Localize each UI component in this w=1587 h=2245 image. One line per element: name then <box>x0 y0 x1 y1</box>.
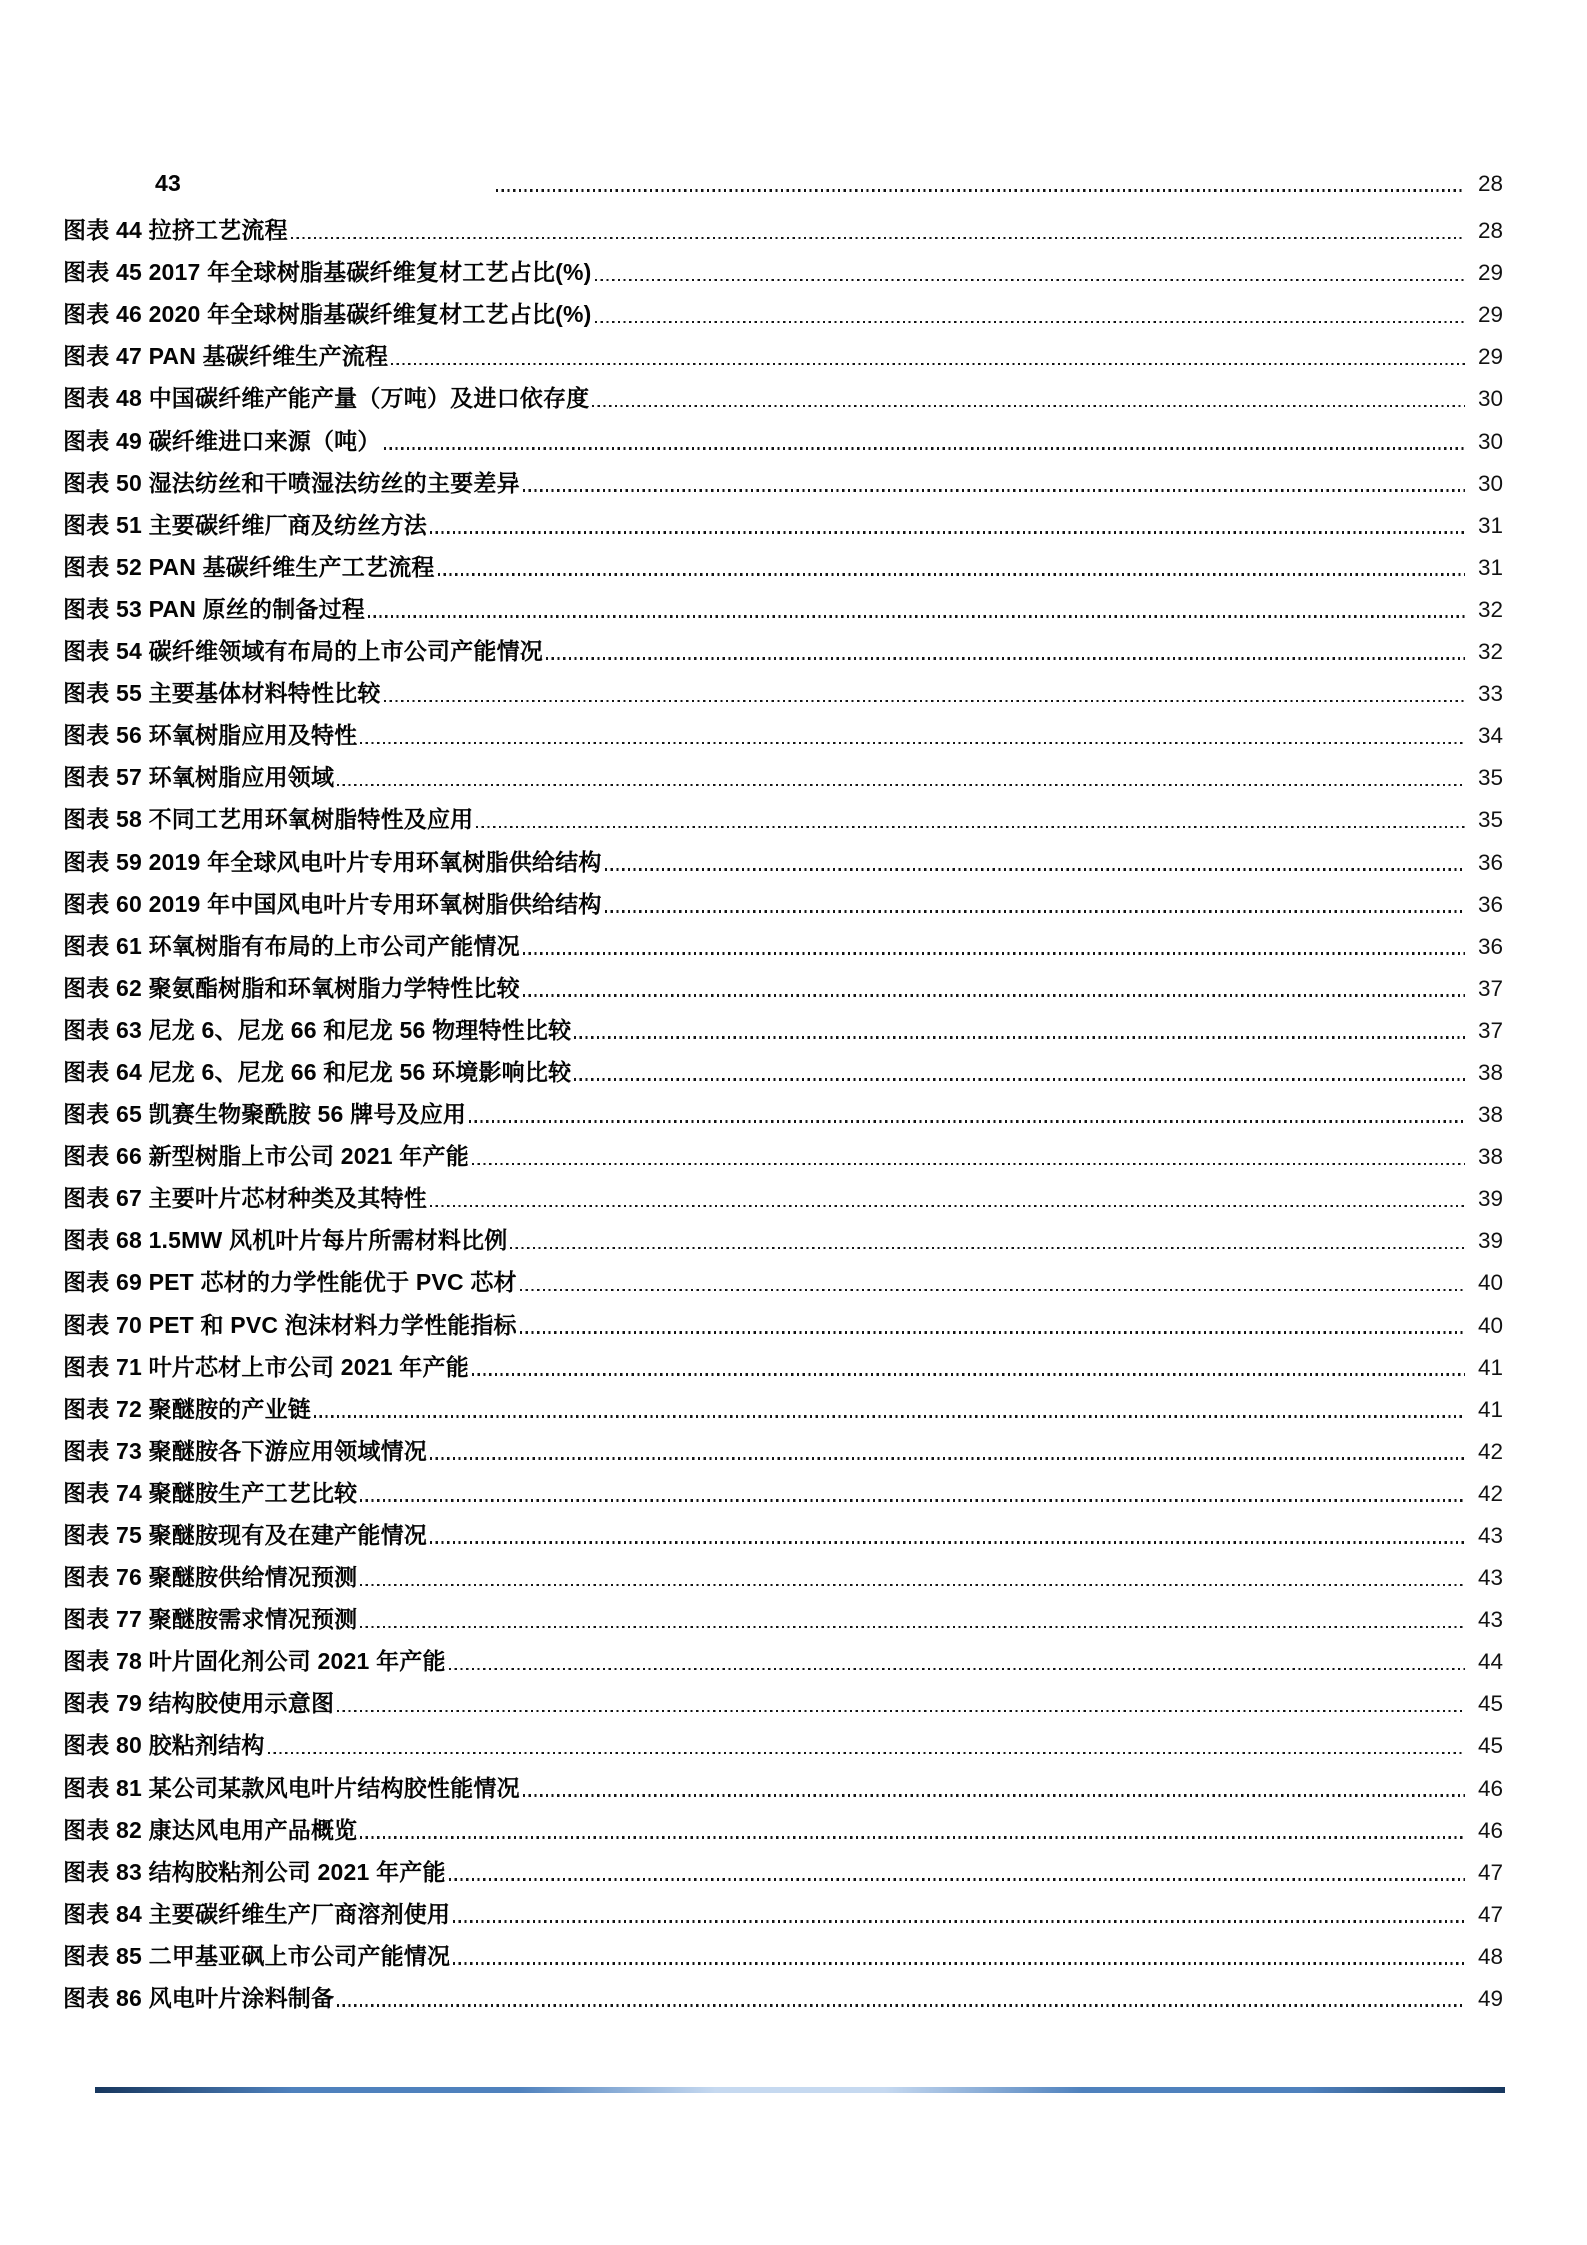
toc-entry-page: 35 <box>1477 807 1503 833</box>
toc-entry[interactable] <box>63 549 1503 591</box>
dot-leader <box>430 1457 1465 1460</box>
toc-entry-page: 44 <box>1477 1649 1503 1675</box>
toc-list <box>63 170 1503 2022</box>
toc-entry-label: 图表 69 PET 芯材的力学性能优于 PVC 芯材 <box>63 1269 517 1296</box>
toc-entry-page: 39 <box>1477 1228 1503 1254</box>
toc-entry[interactable] <box>63 928 1503 970</box>
toc-entry[interactable] <box>63 1938 1503 1980</box>
toc-entry[interactable] <box>63 1601 1503 1643</box>
dot-leader <box>523 994 1465 997</box>
toc-entry-page: 31 <box>1477 512 1503 538</box>
toc-entry[interactable] <box>63 1138 1503 1180</box>
dot-leader <box>510 1247 1465 1250</box>
dot-leader <box>337 2004 1465 2007</box>
toc-entry[interactable] <box>63 170 1503 212</box>
toc-entry[interactable] <box>63 633 1503 675</box>
toc-entry[interactable] <box>63 886 1503 928</box>
dot-leader <box>592 405 1465 408</box>
toc-entry-page: 47 <box>1477 1901 1503 1927</box>
dot-leader <box>449 1878 1465 1881</box>
toc-entry-page: 37 <box>1477 1017 1503 1043</box>
toc-entry-page: 30 <box>1477 428 1503 454</box>
toc-entry-page: 42 <box>1477 1438 1503 1464</box>
toc-entry-label: 图表 65 凯赛生物聚酰胺 56 牌号及应用 <box>63 1101 467 1128</box>
dot-leader <box>314 1415 1465 1418</box>
toc-entry[interactable] <box>63 1391 1503 1433</box>
toc-entry-page: 45 <box>1477 1691 1503 1717</box>
toc-entry-label: 图表 75 聚醚胺现有及在建产能情况 <box>63 1522 427 1548</box>
toc-entry-page: 49 <box>1477 1986 1503 2012</box>
toc-entry-label: 图表 72 聚醚胺的产业链 <box>63 1395 311 1422</box>
dot-leader <box>449 1668 1465 1671</box>
toc-entry[interactable] <box>63 1222 1503 1264</box>
toc-entry-label: 图表 50 湿法纺丝和干喷湿法纺丝的主要差异 <box>63 469 520 496</box>
toc-entry[interactable] <box>63 844 1503 886</box>
toc-entry[interactable] <box>63 1180 1503 1222</box>
dot-leader <box>453 1962 1465 1965</box>
toc-entry[interactable] <box>63 1685 1503 1727</box>
toc-entry[interactable] <box>63 1517 1503 1559</box>
toc-entry-label: 图表 77 聚醚胺需求情况预测 <box>63 1606 358 1633</box>
toc-entry-page: 40 <box>1477 1312 1503 1338</box>
dot-leader <box>360 1584 1465 1587</box>
toc-entry-page: 41 <box>1477 1396 1503 1422</box>
toc-entry-label: 图表 58 不同工艺用环氧树脂特性及应用 <box>63 806 474 833</box>
toc-entry-label: 43 <box>155 170 181 196</box>
toc-entry-page: 33 <box>1477 681 1503 707</box>
toc-entry-label: 图表 70 PET 和 PVC 泡沫材料力学性能指标 <box>63 1311 517 1338</box>
dot-leader <box>430 531 1465 534</box>
toc-entry-page: 32 <box>1477 596 1503 622</box>
dot-leader <box>496 189 1465 192</box>
toc-entry-label: 图表 85 二甲基亚砜上市公司产能情况 <box>63 1942 451 1969</box>
toc-entry[interactable] <box>63 1727 1503 1769</box>
toc-entry-label: 图表 84 主要碳纤维生产厂商溶剂使用 <box>63 1900 451 1927</box>
toc-entry-page: 37 <box>1477 975 1503 1001</box>
toc-entry-page: 36 <box>1477 891 1503 917</box>
toc-entry-label: 图表 79 结构胶使用示意图 <box>63 1690 335 1717</box>
toc-entry[interactable] <box>63 1770 1503 1812</box>
toc-entry-label: 图表 55 主要基体材料特性比较 <box>63 680 381 707</box>
dot-leader <box>523 489 1465 492</box>
toc-entry-label: 图表 71 叶片芯材上市公司 2021 年产能 <box>63 1353 469 1380</box>
toc-entry-page: 36 <box>1477 849 1503 875</box>
toc-entry-page: 36 <box>1477 933 1503 959</box>
toc-entry-label: 图表 54 碳纤维领域有布局的上市公司产能情况 <box>63 638 543 665</box>
toc-entry-page: 29 <box>1477 344 1503 370</box>
toc-entry-label: 图表 83 结构胶粘剂公司 2021 年产能 <box>63 1858 446 1885</box>
dot-leader <box>438 573 1465 576</box>
toc-entry[interactable] <box>63 1433 1503 1475</box>
toc-entry[interactable] <box>63 1896 1503 1938</box>
toc-entry-page: 43 <box>1477 1565 1503 1591</box>
dot-leader <box>453 1920 1465 1923</box>
toc-entry-page: 40 <box>1477 1270 1503 1296</box>
dot-leader <box>605 910 1465 913</box>
toc-entry-label: 图表 47 PAN 基碳纤维生产流程 <box>63 343 389 370</box>
toc-entry[interactable] <box>63 1643 1503 1685</box>
toc-entry-page: 31 <box>1477 554 1503 580</box>
toc-entry-page: 29 <box>1477 260 1503 286</box>
toc-entry-page: 30 <box>1477 470 1503 496</box>
dot-leader <box>337 784 1465 787</box>
toc-entry[interactable] <box>63 465 1503 507</box>
toc-entry-label: 图表 82 康达风电用产品概览 <box>63 1816 358 1843</box>
toc-entry-label: 图表 56 环氧树脂应用及特性 <box>63 722 358 749</box>
toc-entry[interactable] <box>63 212 1503 254</box>
dot-leader <box>360 742 1465 745</box>
toc-entry-label: 图表 86 风电叶片涂料制备 <box>63 1985 335 2012</box>
toc-entry-label: 图表 63 尼龙 6、尼龙 66 和尼龙 56 物理特性比较 <box>63 1016 572 1043</box>
dot-leader <box>360 1836 1465 1839</box>
toc-entry[interactable] <box>63 1012 1503 1054</box>
toc-entry-page: 39 <box>1477 1186 1503 1212</box>
toc-entry-page: 29 <box>1477 302 1503 328</box>
footer-divider-bar <box>95 2087 1505 2093</box>
dot-leader <box>574 1036 1465 1039</box>
toc-entry-label: 图表 60 2019 年中国风电叶片专用环氧树脂供给结构 <box>63 890 602 917</box>
dot-leader <box>472 1163 1465 1166</box>
toc-entry-page: 42 <box>1477 1480 1503 1506</box>
dot-leader <box>337 1710 1465 1713</box>
toc-entry-page: 28 <box>1477 218 1503 244</box>
toc-entry-page: 38 <box>1477 1144 1503 1170</box>
toc-entry[interactable] <box>63 801 1503 843</box>
dot-leader <box>391 363 1465 366</box>
toc-entry-page: 43 <box>1477 1523 1503 1548</box>
toc-entry-label: 图表 61 环氧树脂有布局的上市公司产能情况 <box>63 932 520 959</box>
toc-entry[interactable] <box>63 1559 1503 1601</box>
toc-entry-label: 图表 46 2020 年全球树脂基碳纤维复材工艺占比(%) <box>63 301 592 328</box>
toc-entry-label: 图表 81 某公司某款风电叶片结构胶性能情况 <box>63 1774 520 1801</box>
toc-entry-label: 图表 73 聚醚胺各下游应用领域情况 <box>63 1437 427 1464</box>
dot-leader <box>605 868 1465 871</box>
toc-entry-page: 46 <box>1477 1775 1503 1801</box>
dot-leader <box>574 1078 1465 1081</box>
toc-entry-label: 图表 45 2017 年全球树脂基碳纤维复材工艺占比(%) <box>63 259 592 286</box>
dot-leader <box>523 952 1465 955</box>
toc-entry-page: 32 <box>1477 639 1503 665</box>
dot-leader <box>384 700 1465 703</box>
dot-leader <box>368 615 1465 618</box>
toc-entry[interactable] <box>63 338 1503 380</box>
toc-entry[interactable] <box>63 507 1503 549</box>
toc-entry[interactable] <box>63 1854 1503 1896</box>
toc-entry-page: 28 <box>1477 171 1503 196</box>
toc-entry-label: 图表 67 主要叶片芯材种类及其特性 <box>63 1185 427 1212</box>
toc-entry-label: 图表 51 主要碳纤维厂商及纺丝方法 <box>63 511 427 538</box>
toc-entry-label: 图表 68 1.5MW 风机叶片每片所需材料比例 <box>63 1227 508 1254</box>
toc-entry-label: 图表 78 叶片固化剂公司 2021 年产能 <box>63 1648 446 1675</box>
toc-entry-page: 43 <box>1477 1607 1503 1633</box>
toc-entry[interactable] <box>63 296 1503 338</box>
toc-entry-label: 图表 80 胶粘剂结构 <box>63 1732 265 1759</box>
toc-entry-page: 38 <box>1477 1102 1503 1128</box>
dot-leader <box>476 826 1465 829</box>
toc-entry[interactable] <box>63 254 1503 296</box>
toc-entry-label: 图表 59 2019 年全球风电叶片专用环氧树脂供给结构 <box>63 848 602 875</box>
toc-entry-label: 图表 57 环氧树脂应用领域 <box>63 764 335 791</box>
toc-entry-label: 图表 53 PAN 原丝的制备过程 <box>63 595 366 622</box>
toc-entry[interactable] <box>63 1264 1503 1306</box>
toc-entry-page: 38 <box>1477 1059 1503 1085</box>
dot-leader <box>360 1626 1465 1629</box>
toc-entry-label: 图表 76 聚醚胺供给情况预测 <box>63 1564 358 1591</box>
toc-entry-label: 图表 64 尼龙 6、尼龙 66 和尼龙 56 环境影响比较 <box>63 1058 572 1085</box>
dot-leader <box>360 1499 1465 1502</box>
toc-entry-label: 图表 48 中国碳纤维产能产量（万吨）及进口依存度 <box>63 385 590 412</box>
dot-leader <box>268 1752 1465 1755</box>
toc-entry[interactable] <box>63 1307 1503 1349</box>
toc-entry[interactable] <box>63 1475 1503 1517</box>
dot-leader <box>430 1205 1465 1208</box>
toc-entry-page: 45 <box>1477 1733 1503 1759</box>
dot-leader <box>291 237 1465 240</box>
toc-entry-label: 图表 62 聚氨酯树脂和环氧树脂力学特性比较 <box>63 974 520 1001</box>
toc-entry-page: 48 <box>1477 1943 1503 1969</box>
toc-entry-label: 图表 74 聚醚胺生产工艺比较 <box>63 1479 358 1506</box>
toc-entry-page: 47 <box>1477 1859 1503 1885</box>
toc-entry-page: 46 <box>1477 1817 1503 1843</box>
toc-entry[interactable] <box>63 1812 1503 1854</box>
toc-entry[interactable] <box>63 759 1503 801</box>
toc-entry[interactable] <box>63 970 1503 1012</box>
toc-entry-page: 30 <box>1477 386 1503 412</box>
dot-leader <box>523 1794 1465 1797</box>
toc-entry-page: 34 <box>1477 723 1503 749</box>
toc-entry[interactable] <box>63 423 1503 465</box>
dot-leader <box>520 1289 1465 1292</box>
toc-entry-page: 41 <box>1477 1354 1503 1380</box>
toc-entry[interactable] <box>63 1096 1503 1138</box>
toc-entry[interactable] <box>63 591 1503 633</box>
toc-entry[interactable] <box>63 1054 1503 1096</box>
dot-leader <box>595 279 1466 282</box>
toc-entry-label: 图表 44 拉挤工艺流程 <box>63 217 288 244</box>
toc-entry[interactable] <box>63 1349 1503 1391</box>
toc-entry[interactable] <box>63 675 1503 717</box>
toc-entry-page: 35 <box>1477 765 1503 791</box>
toc-entry-label: 图表 52 PAN 基碳纤维生产工艺流程 <box>63 553 435 580</box>
dot-leader <box>546 657 1465 660</box>
dot-leader <box>520 1331 1465 1334</box>
toc-entry[interactable] <box>63 380 1503 422</box>
dot-leader <box>595 321 1466 324</box>
toc-entry[interactable] <box>63 717 1503 759</box>
dot-leader <box>384 447 1465 450</box>
dot-leader <box>430 1541 1465 1544</box>
toc-entry-label: 图表 66 新型树脂上市公司 2021 年产能 <box>63 1143 469 1170</box>
dot-leader <box>472 1373 1465 1376</box>
dot-leader <box>469 1120 1465 1123</box>
toc-entry[interactable] <box>63 1980 1503 2022</box>
toc-entry-label: 图表 49 碳纤维进口来源（吨） <box>63 427 381 454</box>
